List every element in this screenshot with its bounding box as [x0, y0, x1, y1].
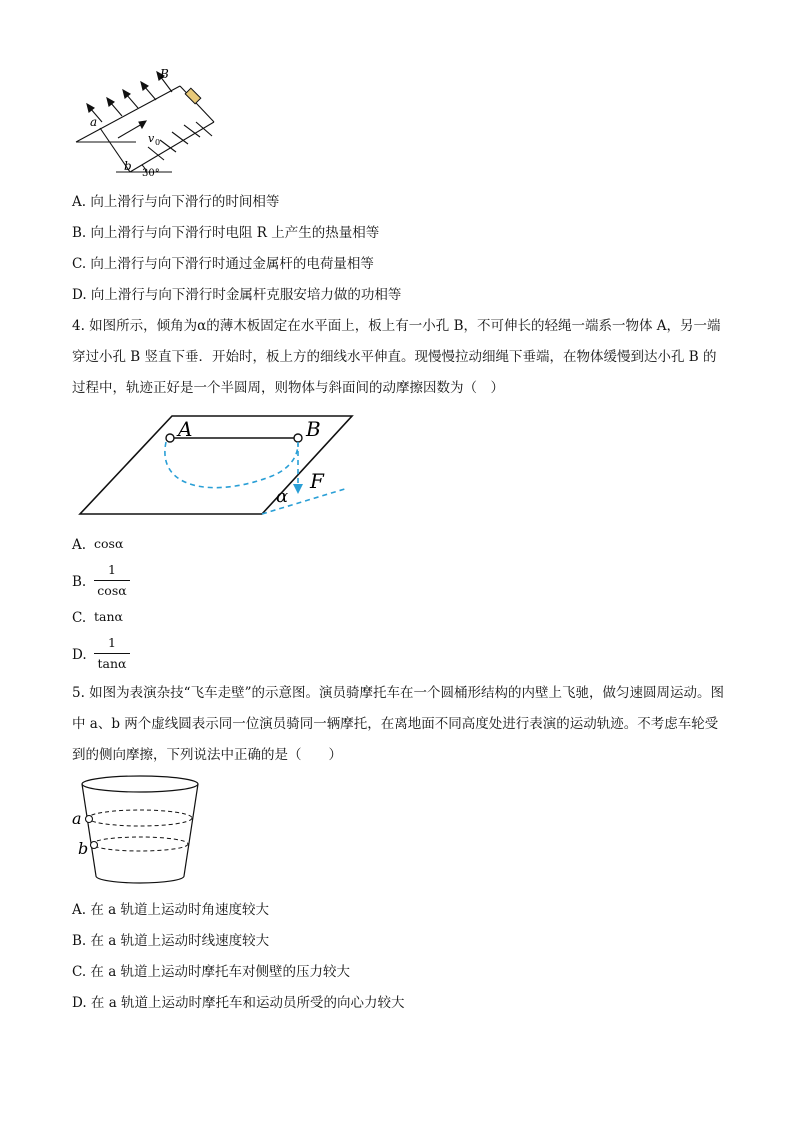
q4-option-b-denominator: cosα [97, 583, 127, 598]
angle-label: 30° [142, 168, 160, 179]
resistor-connector [180, 86, 214, 122]
rider-a [86, 816, 93, 823]
q5-stem: 5. 如图为表演杂技“飞车走壁”的示意图。演员骑摩托车在一个圆桶形结构的内壁上飞驰，做匀速圆周运动。图中 a、b 两个虚线圆表示同一位演员骑同一辆摩托，在离地面不同高度处进行表演的运动轨迹。不考虑车轮受到的侧向摩擦，下列说法中正确的是（ ） [72, 685, 724, 763]
resistor [185, 88, 201, 104]
q4-option-c-label: C. [72, 610, 87, 626]
q5-option-c: C. 在 a 轨道上运动时摩托车对侧壁的压力较大 [72, 964, 351, 980]
q4-option-c: tanα [94, 609, 123, 624]
label-B: B [306, 417, 321, 441]
pull-arrow [293, 484, 303, 494]
label-alpha: α [276, 486, 289, 507]
object-A [166, 434, 174, 442]
q3-option-a: A. 向上滑行与向下滑行的时间相等 [72, 194, 280, 210]
q4-option-b-label: B. [72, 574, 87, 590]
label-v-sub: 0 [155, 138, 161, 147]
semicircle-trajectory [165, 442, 298, 488]
q4-option-a: cosα [94, 536, 124, 551]
label-A: A [178, 417, 193, 441]
q4-option-a-label: A. [72, 537, 87, 553]
label-v: v [148, 132, 155, 145]
q4-option-d-label: D. [72, 647, 87, 663]
trajectory-b [92, 837, 188, 851]
q5-option-a: A. 在 a 轨道上运动时角速度较大 [72, 902, 269, 918]
figure-wall-of-death [72, 772, 202, 890]
q4-stem: 4. 如图所示，倾角为α的薄木板固定在水平面上，板上有一小孔 B，不可伸长的轻绳一端系一物体 A，另一端穿过小孔 B 竖直下垂．开始时，板上方的细线水平伸直。现慢慢拉动细绳下垂端，在物体缓慢到达小孔 B 的过程中，轨迹正好是一个半圆周，则物体与斜面间的动摩擦因数为（ ） [72, 318, 721, 396]
q3-option-c: C. 向上滑行与向下滑行时通过金属杆的电荷量相等 [72, 256, 374, 272]
q5-option-d: D. 在 a 轨道上运动时摩托车和运动员所受的向心力较大 [72, 995, 405, 1011]
label-a: a [90, 115, 98, 129]
q4-option-d-fraction [94, 634, 130, 673]
figure-inclined-board [76, 410, 358, 520]
label-B: B [160, 67, 169, 81]
rider-b [91, 842, 98, 849]
q4-option-d-denominator: tanα [97, 656, 127, 671]
label-b: b [124, 159, 132, 173]
hole-B [294, 434, 302, 442]
lower-rail [130, 122, 214, 172]
q4-option-b-numerator: 1 [108, 562, 116, 577]
label-F: F [310, 469, 324, 493]
q3-option-d: D. 向上滑行与向下滑行时金属杆克服安培力做的功相等 [72, 287, 402, 303]
q5-option-b: B. 在 a 轨道上运动时线速度较大 [72, 933, 270, 949]
trajectory-a [88, 810, 192, 826]
q3-option-b: B. 向上滑行与向下滑行时电阻 R 上产生的热量相等 [72, 225, 380, 241]
figure-inclined-rails [72, 64, 222, 182]
label-a: a [72, 809, 82, 828]
q4-option-b-fraction [94, 561, 130, 600]
label-b: b [78, 839, 89, 858]
q4-option-d-numerator: 1 [108, 635, 116, 650]
